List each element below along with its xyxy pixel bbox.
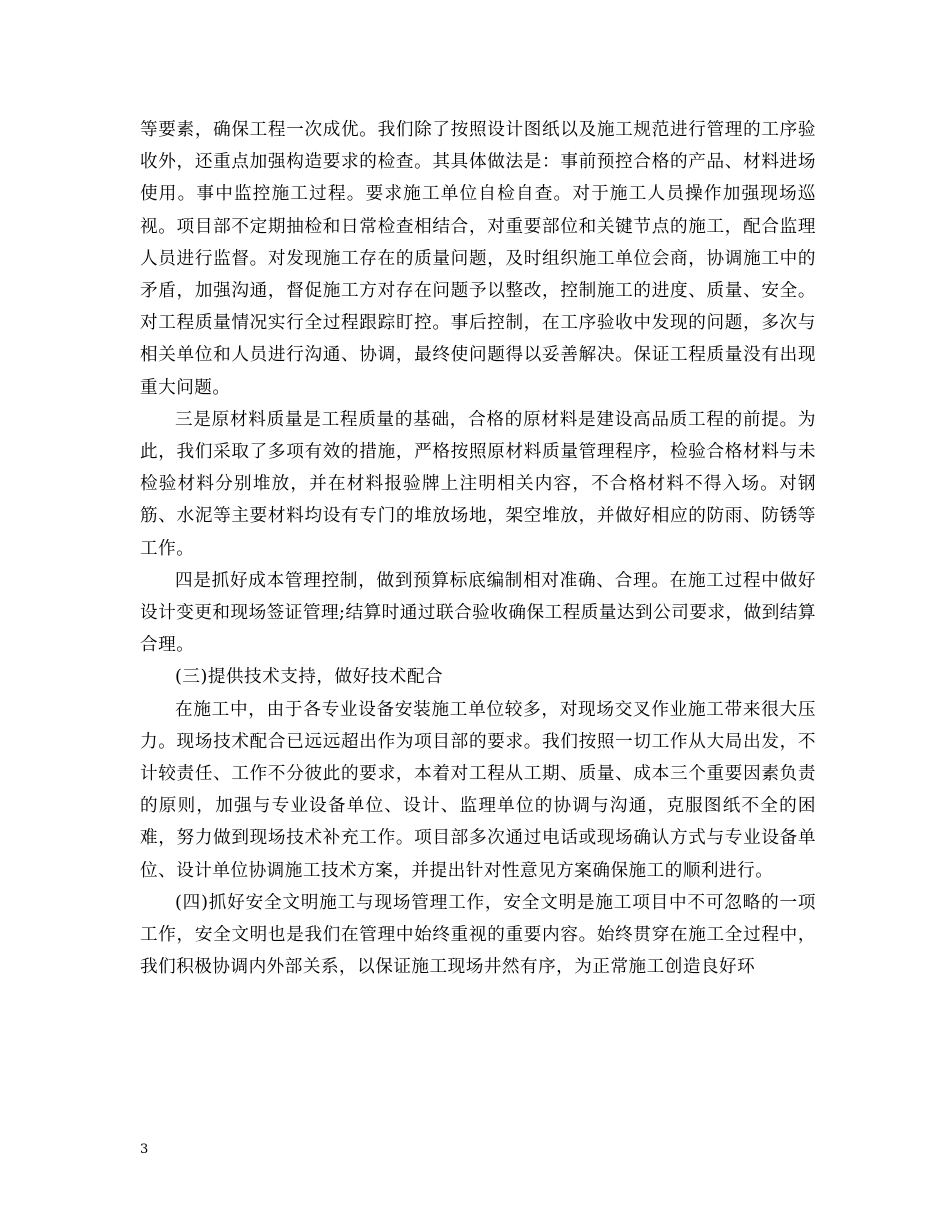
page-number: 3 — [140, 1142, 149, 1157]
section-heading-3: (三)提供技术支持，做好技术配合 — [175, 667, 444, 688]
body-text — [140, 114, 816, 983]
paragraph-2: 三是原材料质量是工程质量的基础，合格的原材料是建设高品质工程的前提。为此，我们采取了多项有效的措施，严格按照原材料质量管理程序，检验合格材料与未检验材料分别堆放，并在材料报验牌上注明相关内容，不合格材料不得入场。对钢筋、水泥等主要材料均设有专门的堆放场地，架空堆放，并做好相应的防雨、防锈等工作。 — [140, 409, 816, 559]
paragraph-1: 等要素，确保工程一次成优。我们除了按照设计图纸以及施工规范进行管理的工序验收外，还重点加强构造要求的检查。其具体做法是：事前预控合格的产品、材料进场使用。事中监控施工过程。要求施工单位自检自查。对于施工人员操作加强现场巡视。项目部不定期抽检和日常检查相结合，对重要部位和关键节点的施工，配合监理人员进行监督。对发现施工存在的质量问题，及时组织施工单位会商，协调施工中的矛盾，加强沟通，督促施工方对存在问题予以整改，控制施工的进度、质量、安全。对工程质量情况实行全过程跟踪盯控。事后控制，在工序验收中发现的问题，多次与相关单位和人员进行沟通、协调，最终使问题得以妥善解决。保证工程质量没有出现重大问题。 — [140, 120, 816, 398]
paragraph-3: 四是抓好成本管理控制，做到预算标底编制相对准确、合理。在施工过程中做好设计变更和现场签证管理;结算时通过联合验收确保工程质量达到公司要求，做到结算合理。 — [140, 570, 816, 656]
paragraph-5: (四)抓好安全文明施工与现场管理工作，安全文明是施工项目中不可忽略的一项工作，安全文明也是我们在管理中始终重视的重要内容。始终贯穿在施工全过程中，我们积极协调内外部关系，以保证施工现场井然有序，为正常施工创造良好环 — [140, 892, 816, 978]
paragraph-4: 在施工中，由于各专业设备安装施工单位较多，对现场交叉作业施工带来很大压力。现场技术配合已远远超出作为项目部的要求。我们按照一切工作从大局出发，不计较责任、工作不分彼此的要求，本着对工程从工期、质量、成本三个重要因素负责的原则，加强与专业设备单位、设计、监理单位的协调与沟通，克服图纸不全的困难，努力做到现场技术补充工作。项目部多次通过电话或现场确认方式与专业设备单位、设计单位协调施工技术方案，并提出针对性意见方案确保施工的顺利进行。 — [140, 699, 816, 881]
